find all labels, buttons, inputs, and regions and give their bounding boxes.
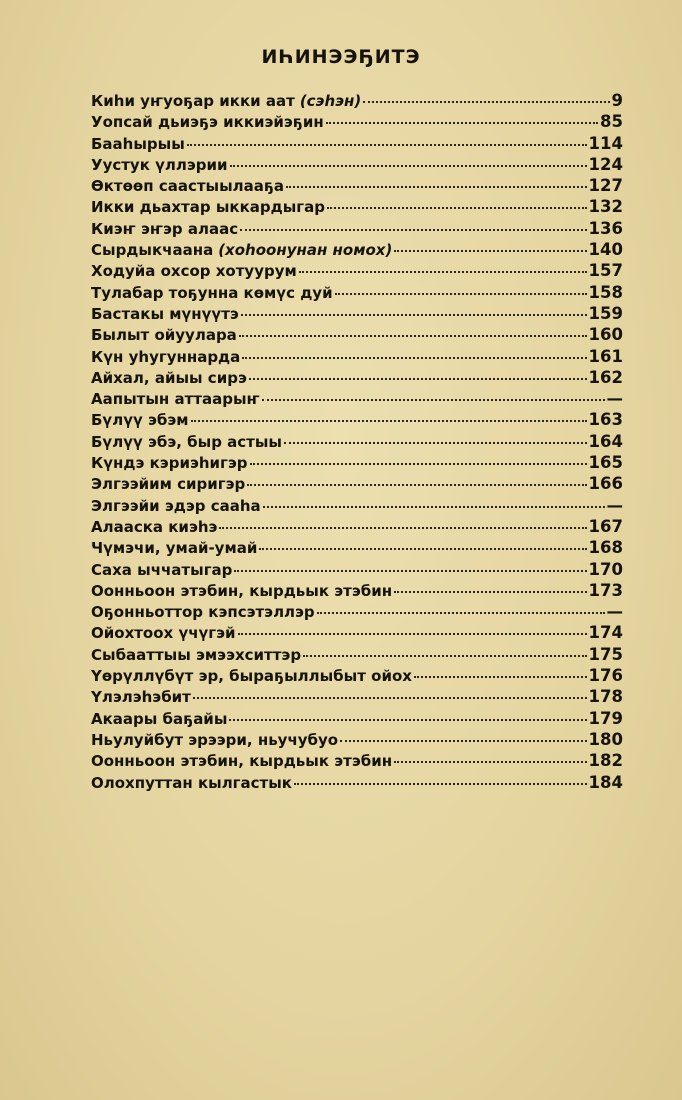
toc-entry-title: Оонньоон этэбин, кырдьык этэбин (91, 752, 393, 771)
toc-entry (91, 517, 623, 538)
toc-entry-label (91, 433, 282, 451)
toc-entry (91, 432, 623, 453)
toc-entry-label (91, 603, 315, 621)
toc-leader-dots (191, 420, 587, 422)
toc-page-number: 9 (611, 91, 623, 110)
toc-leader-dots (219, 527, 586, 529)
toc-entry (91, 538, 623, 559)
toc-entry-label (91, 475, 245, 493)
toc-entry-label (91, 92, 361, 110)
toc-entry-title: Бастакы мүнүүтэ (91, 304, 239, 323)
toc-entry-title: Өктөөп саастыылааҕа (91, 177, 285, 196)
toc-leader-dots (247, 484, 586, 486)
toc-entry (91, 773, 623, 794)
toc-entry-title: Аапытын аттаарыҥ (91, 390, 260, 409)
toc-page-number: 180 (588, 729, 623, 749)
toc-entry-label (91, 561, 232, 579)
toc-leader-dots (234, 570, 586, 572)
toc-page-number: 176 (588, 666, 623, 686)
toc-page-number: 168 (588, 538, 623, 558)
toc-page-number: 136 (588, 218, 623, 238)
toc-entry-title: Уустук үллэрии (91, 155, 228, 174)
toc-entry-title: Ойохтоох үчүгэй (91, 624, 236, 643)
toc-entry (91, 304, 623, 325)
toc-leader-dots (286, 186, 586, 188)
toc-leader-dots (239, 335, 587, 337)
toc-entry (91, 623, 623, 644)
toc-page-number: 166 (588, 474, 623, 494)
toc-entry-title: Үлэлэһэбит (91, 688, 191, 707)
toc-entry-label (91, 667, 412, 685)
toc-page-number: 163 (588, 410, 623, 430)
toc-page-number: 179 (588, 708, 623, 728)
toc-page-number: 140 (588, 240, 623, 260)
toc-leader-dots (299, 271, 587, 273)
toc-entry-label (91, 518, 217, 536)
toc-entry-title: Ходуйа охсор хотуурум (91, 262, 297, 281)
toc-entry (91, 474, 623, 495)
toc-page-number: 184 (588, 772, 623, 792)
toc-entry-label (91, 390, 260, 408)
toc-leader-dots (262, 399, 605, 401)
table-of-contents (91, 91, 623, 794)
toc-entry (91, 709, 623, 730)
toc-leader-dots (335, 293, 587, 295)
toc-entry-label (91, 156, 228, 174)
toc-entry-title: Күн уһугуннарда (91, 347, 241, 366)
toc-entry-title: Бааһырыы (91, 134, 185, 153)
toc-page-number: 158 (588, 282, 623, 302)
toc-entry-label (91, 177, 284, 195)
toc-leader-dots (294, 783, 587, 785)
toc-entry-title: Киэҥ эҥэр алаас (91, 219, 239, 238)
toc-entry-label (91, 646, 301, 664)
toc-entry (91, 410, 623, 431)
toc-leader-dots (241, 314, 587, 316)
toc-leader-dots (250, 463, 587, 465)
toc-page-number: — (606, 602, 623, 622)
toc-entry-label (91, 326, 237, 344)
toc-entry-title: Элгээйи эдэр сааһа (91, 496, 261, 515)
toc-entry (91, 347, 623, 368)
toc-page-number: 114 (588, 133, 623, 153)
toc-entry-label (91, 752, 392, 770)
toc-entry-note: (хоһоонунан номох) (218, 241, 393, 260)
toc-page-number: 165 (588, 453, 623, 473)
toc-leader-dots (263, 506, 605, 508)
toc-entry-label (91, 305, 239, 323)
toc-leader-dots (242, 357, 586, 359)
toc-page-number: 160 (588, 325, 623, 345)
toc-entry-title: Ньулуйбут эрээри, ньучубуо (91, 730, 339, 749)
toc-entry-title: Чүмэчи, умай-умай (91, 539, 258, 558)
toc-entry (91, 112, 623, 133)
toc-page-number: 157 (588, 261, 623, 281)
toc-leader-dots (193, 697, 587, 699)
toc-entry-label (91, 688, 191, 706)
toc-entry-label (91, 731, 338, 749)
toc-entry-label (91, 241, 392, 259)
toc-entry-label (91, 582, 392, 600)
toc-page-number: 159 (588, 303, 623, 323)
toc-entry-title: Элгээйим сиригэр (91, 475, 246, 494)
toc-entry-label (91, 774, 292, 792)
toc-entry (91, 389, 623, 410)
toc-page-number: 174 (588, 623, 623, 643)
toc-entry (91, 176, 623, 197)
toc-entry-label (91, 539, 257, 557)
toc-page-number: 162 (588, 367, 623, 387)
page-title: ИҺИНЭЭҔИТЭ (261, 46, 421, 68)
toc-entry-title: Оҕонньоттор кэпсэтэллэр (91, 603, 315, 622)
toc-leader-dots (229, 719, 586, 721)
toc-entry-title: Оонньоон этэбин, кырдьык этэбин (91, 581, 393, 600)
toc-entry (91, 91, 623, 112)
toc-leader-dots (363, 101, 609, 103)
toc-entry (91, 730, 623, 751)
toc-leader-dots (394, 250, 586, 252)
toc-page-number: 175 (588, 644, 623, 664)
toc-entry (91, 283, 623, 304)
toc-page-number: — (606, 389, 623, 409)
toc-page-number: 85 (600, 112, 623, 132)
toc-entry-title: Айхал, айыы сирэ (91, 368, 247, 387)
toc-entry-title: Саха ыччатыгар (91, 560, 233, 579)
toc-entry-label (91, 220, 238, 238)
toc-leader-dots (326, 122, 598, 124)
toc-entry (91, 496, 623, 517)
toc-page-number: 164 (588, 431, 623, 451)
toc-entry (91, 368, 623, 389)
toc-leader-dots (394, 591, 586, 593)
toc-leader-dots (317, 612, 605, 614)
toc-entry-label (91, 624, 236, 642)
toc-entry (91, 134, 623, 155)
toc-entry (91, 581, 623, 602)
toc-entry-title: Былыт ойуулара (91, 326, 237, 345)
toc-entry-label (91, 411, 189, 429)
toc-entry-title: Үөрүллүбүт эр, быраҕыллыбыт ойох (91, 667, 412, 686)
toc-entry-title: Акаары баҕайы (91, 709, 228, 728)
toc-entry (91, 219, 623, 240)
toc-entry (91, 751, 623, 772)
toc-leader-dots (340, 740, 586, 742)
toc-entry-title: Күндэ кэриэһигэр (91, 454, 248, 473)
toc-page-number: 124 (588, 154, 623, 174)
toc-entry-label (91, 497, 261, 515)
toc-page-number: 178 (588, 687, 623, 707)
toc-entry-note: (сэһэн) (299, 92, 362, 110)
toc-entry-label (91, 348, 240, 366)
toc-entry (91, 155, 623, 176)
toc-entry-title: Алааска киэһэ (91, 517, 218, 536)
toc-leader-dots (414, 676, 587, 678)
toc-page-number: 161 (588, 346, 623, 366)
toc-entry (91, 560, 623, 581)
toc-entry-label (91, 454, 248, 472)
toc-leader-dots (187, 144, 587, 146)
toc-entry-title: Тулабар тоҕунна көмүс дуй (91, 283, 333, 302)
toc-leader-dots (249, 378, 587, 380)
toc-entry-title: Бүлүү эбэм (91, 411, 189, 430)
toc-leader-dots (303, 655, 586, 657)
toc-entry (91, 602, 623, 623)
toc-entry-title: Сырдыкчаана (91, 241, 214, 260)
toc-entry-title: Уопсай дьиэҕэ иккиэйэҕин (91, 113, 324, 132)
toc-entry-label (91, 113, 324, 131)
toc-entry-label (91, 710, 227, 728)
toc-leader-dots (230, 165, 587, 167)
toc-entry-label (91, 135, 185, 153)
toc-page-number: 127 (588, 176, 623, 196)
toc-entry (91, 453, 623, 474)
toc-entry (91, 645, 623, 666)
toc-page-number: 182 (588, 751, 623, 771)
toc-entry-label (91, 262, 297, 280)
toc-leader-dots (284, 442, 587, 444)
toc-page-number: 132 (588, 197, 623, 217)
toc-entry-title: Олохпуттан кылгастык (91, 773, 292, 792)
toc-entry-title: Бүлүү эбэ, быр астыы (91, 432, 282, 451)
toc-entry (91, 666, 623, 687)
toc-page-number: — (606, 495, 623, 515)
toc-entry-label (91, 369, 247, 387)
toc-entry-label (91, 284, 333, 302)
toc-page-number: 167 (588, 516, 623, 536)
toc-leader-dots (240, 229, 586, 231)
toc-entry-title: Сыбааттыы эмээхситтэр (91, 645, 302, 664)
toc-page-number: 173 (588, 580, 623, 600)
toc-page-number: 170 (588, 559, 623, 579)
toc-leader-dots (238, 633, 587, 635)
toc-entry (91, 325, 623, 346)
toc-leader-dots (259, 548, 586, 550)
toc-entry-title: Киһи уҥуоҕар икки аат (91, 92, 295, 110)
toc-leader-dots (327, 207, 587, 209)
toc-entry (91, 197, 623, 218)
toc-entry-label (91, 198, 325, 216)
toc-entry (91, 240, 623, 261)
toc-entry (91, 687, 623, 708)
toc-entry-title: Икки дьахтар ыккардыгар (91, 198, 325, 217)
toc-entry (91, 261, 623, 282)
toc-leader-dots (394, 761, 586, 763)
